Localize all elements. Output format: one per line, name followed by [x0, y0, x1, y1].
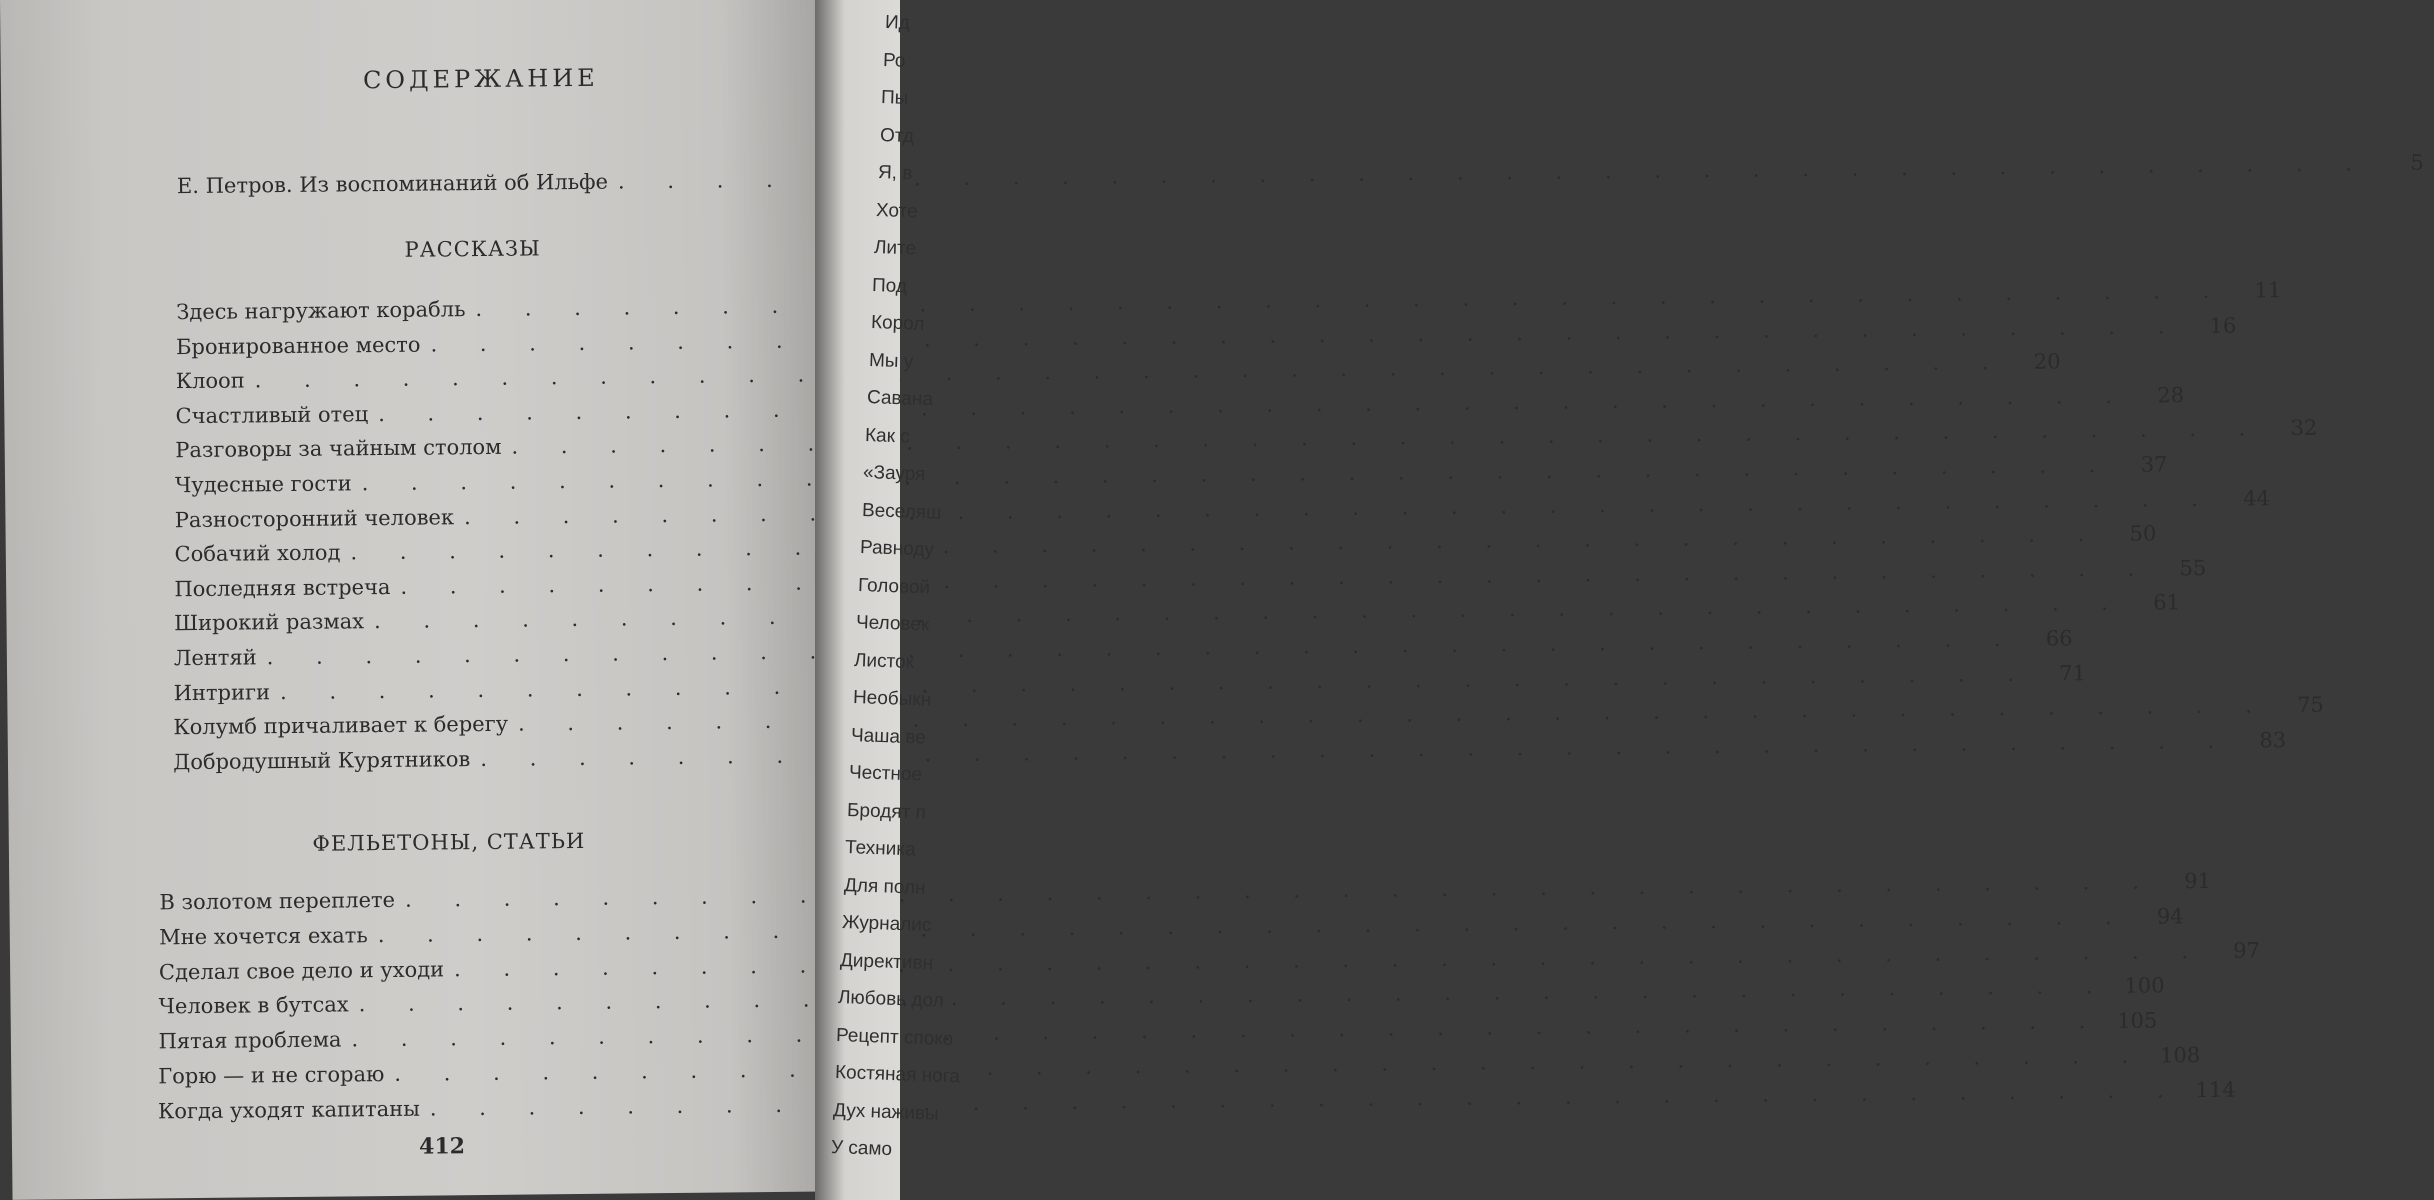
adjacent-page-line: «Зауря: [862, 462, 926, 486]
toc-entry-title: Интриги: [173, 679, 271, 705]
adjacent-page-line: У само: [830, 1137, 893, 1161]
adjacent-page-line: Бродят п: [846, 799, 927, 824]
toc-entry-page: 28: [2157, 382, 2185, 408]
adjacent-page-line: Рецепт споко: [835, 1024, 954, 1050]
toc-entry-title: Собачий холод: [174, 540, 341, 567]
adjacent-page-line: Необыкн: [852, 687, 932, 711]
toc-entry-page: 20: [2033, 349, 2061, 374]
toc-entry-page: 16: [2209, 313, 2237, 338]
adjacent-page-line: Мы у: [868, 349, 914, 373]
toc-entry-page: 37: [2140, 452, 2168, 477]
adjacent-page-line: Я, в: [877, 162, 913, 185]
adjacent-page-line: Директивн: [839, 949, 934, 974]
adjacent-page-line: Как с: [864, 424, 911, 448]
toc-entry-title: Разговоры за чайным столом: [175, 435, 502, 463]
toc-entry-title: Человек в бутсах: [158, 992, 349, 1019]
adjacent-page-line: Равноду: [859, 537, 935, 561]
toc-entry-title: Последняя встреча: [174, 574, 391, 602]
toc-entry-title: Здесь нагружают корабль: [176, 297, 466, 325]
adjacent-page-line: Савана: [866, 387, 934, 411]
toc-entry-title: Пятая проблема: [158, 1027, 342, 1054]
adjacent-page: [815, 0, 961, 1200]
toc-entry-title: Бронированное место: [175, 332, 421, 359]
adjacent-page-line: Листок: [853, 649, 915, 673]
section-heading-stories: РАССКАЗЫ: [404, 236, 541, 262]
toc-entry-page: 71: [2059, 660, 2087, 686]
toc-entry-page: 114: [2195, 1077, 2236, 1102]
toc-entry-title: Горю — и не сгораю: [158, 1062, 385, 1089]
leader-dots: [511, 417, 2263, 459]
toc-entry-page: 66: [2045, 626, 2073, 651]
adjacent-page-line: Корол: [870, 312, 925, 335]
section-heading-feuilletons: ФЕЛЬЕТОНЫ, СТАТЬИ: [312, 828, 586, 856]
toc-entry-title: Добродушный Курятников: [173, 746, 471, 775]
leader-dots: [475, 279, 2227, 321]
toc-entry-title: Широкий размах: [174, 609, 365, 636]
adjacent-page-line: Ид: [884, 12, 911, 34]
adjacent-page-line: Честное: [848, 762, 923, 786]
page-title: СОДЕРЖАНИЕ: [362, 63, 599, 95]
adjacent-page-line: Для полн: [843, 874, 926, 899]
adjacent-page-line: Человек: [855, 612, 930, 636]
toc-entry-page: 94: [2156, 903, 2184, 929]
toc-entry-page: 61: [2153, 590, 2181, 615]
toc-entry-title: Е. Петров. Из воспоминаний об Ильфе: [176, 169, 609, 199]
toc-entry-title: Разносторонний человек: [174, 504, 455, 532]
toc-entry-title: Счастливый отец: [175, 401, 369, 428]
toc-entry-title: Колумб причаливает к берегу: [173, 711, 509, 740]
toc-entry-page: 32: [2290, 416, 2318, 441]
adjacent-page-line: Лите: [873, 237, 917, 260]
adjacent-page-line: Пы: [880, 87, 909, 109]
adjacent-page-line: Дух наживы: [832, 1099, 940, 1125]
toc-entry-page: 105: [2117, 1008, 2158, 1034]
toc-entry-title: Лентяй: [173, 645, 257, 671]
toc-entry-title: Сделал свое дело и уходи: [158, 956, 445, 984]
page-number: 412: [418, 1133, 466, 1160]
adjacent-page-line: Хоте: [875, 199, 919, 222]
adjacent-page-line: Головой: [857, 574, 931, 599]
leader-dots: [405, 869, 2157, 911]
toc-entry-page: 91: [2184, 868, 2212, 894]
toc-entry-page: 5: [2410, 150, 2424, 175]
adjacent-page-line: Журналис: [841, 912, 932, 937]
toc-entry-page: 108: [2159, 1043, 2201, 1068]
toc-entry-title: Когда уходят капитаны: [157, 1096, 420, 1124]
toc-entry-page: 50: [2129, 521, 2157, 546]
adjacent-page-line: Костяная нога: [834, 1062, 961, 1088]
toc-entry-page: 44: [2243, 485, 2270, 511]
adjacent-page-line: Под: [871, 274, 908, 297]
toc-entry-title: Мне хочется ехать: [159, 922, 368, 950]
leader-dots: [518, 693, 2270, 735]
adjacent-page-line: Любовь дол: [837, 987, 945, 1012]
toc-entry-title: Клооп: [175, 368, 245, 394]
toc-entry-page: 11: [2254, 278, 2282, 303]
toc-entry-page: 100: [2124, 973, 2165, 999]
adjacent-page-line: Веселяш: [861, 499, 942, 524]
toc-entry-page: 75: [2296, 692, 2324, 718]
toc-entry-page: 55: [2179, 555, 2207, 581]
toc-entry-title: В золотом переплете: [159, 887, 396, 915]
toc-entry-page: 97: [2233, 937, 2261, 963]
adjacent-page-line: Отд: [879, 124, 915, 147]
adjacent-page-line: Чаша ве: [850, 724, 927, 749]
adjacent-page-line: Техника: [844, 837, 916, 861]
toc-entry-title: Чудесные гости: [174, 471, 352, 498]
toc-entry-page: 83: [2259, 727, 2287, 753]
adjacent-page-line: Ро: [882, 49, 906, 72]
